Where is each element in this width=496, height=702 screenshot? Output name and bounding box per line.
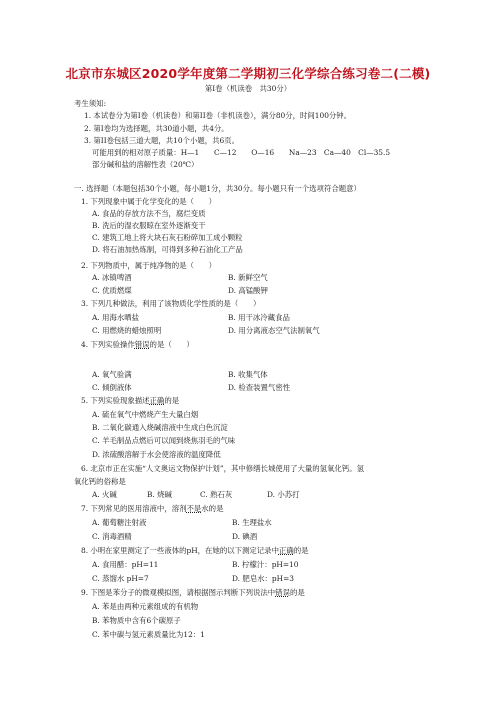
question-9-option-a: A. 苯是由两种元素组成的有机物 <box>92 602 199 611</box>
question-6-stem: 6. 北京市正在实施“人文奥运文物保护计划”，其中修缮长城使用了大量的氢氧化钙。氢 <box>81 464 365 473</box>
question-8-stem: 8. 小明在家里测定了一些液体的pH，在她的以下测定记录中正确的是 <box>81 546 309 555</box>
notice-item: 2. 第I卷均为选择题，共30道小题，共4分。 <box>84 124 229 133</box>
question-6-option-b: B. 烧碱 <box>147 490 172 499</box>
question-3-option-c: C. 用燃烧的蜡烛照明 <box>92 326 162 335</box>
question-1-stem: 1. 下列现象中属于化学变化的是（ ） <box>81 197 217 206</box>
question-4-option-c: C. 倾倒液体 <box>92 383 132 392</box>
section-subtitle: 第I卷（机读卷 共30分） <box>204 84 292 93</box>
question-2-option-d: D. 高锰酸钾 <box>228 286 268 295</box>
question-4-option-d: D. 检查装置气密性 <box>228 383 291 392</box>
question-9-stem: 9. 下图是苯分子的微观模拟图，请根据图示判断下列说法中错误的是 <box>81 588 305 597</box>
question-7-option-c: C. 消毒酒精 <box>92 532 132 541</box>
question-8-option-d: D. 肥皂水：pH=3 <box>232 574 294 583</box>
question-5-option-d: D. 浓硫酸溶解于水会使溶液的温度降低 <box>92 450 221 459</box>
question-8-option-a: A. 食用醋：pH=11 <box>92 560 159 569</box>
atomic-mass-line: 可能用到的相对原子质量：H—1 C—12 O—16 Na—23 Ca—40 Cl—35.5 <box>92 148 391 157</box>
question-7-option-a: A. 葡萄糖注射液 <box>92 518 147 527</box>
question-2-option-b: B. 新鲜空气 <box>228 273 268 282</box>
question-7-option-b: B. 生理盐水 <box>232 518 272 527</box>
question-1-option-d: D. 将石油加热炼制，可得到多种石油化工产品 <box>92 245 243 254</box>
question-7-stem: 7. 下列常见的医用溶液中，溶剂不是水的是 <box>81 504 224 513</box>
question-6-stem-continued: 氧化钙的俗称是 <box>74 477 126 486</box>
document-title: 北京市东城区2020学年度第二学期初三化学综合练习卷二(二模) <box>65 66 431 81</box>
question-3-option-d: D. 用分离液态空气法制氧气 <box>228 326 320 335</box>
question-3-stem: 3. 下列几种做法，利用了该物质化学性质的是（ ） <box>81 299 261 308</box>
question-4-option-a: A. 氧气验满 <box>92 370 132 379</box>
question-6-option-a: A. 火碱 <box>92 490 117 499</box>
question-3-option-a: A. 用海水晒盐 <box>92 313 139 322</box>
question-4-option-b: B. 收集气体 <box>228 370 268 379</box>
question-6-option-c: C. 熟石灰 <box>200 490 233 499</box>
question-2-stem: 2. 下列物质中，属于纯净物的是（ ） <box>81 261 217 270</box>
question-1-option-a: A. 食品的存放方法不当，腐烂变质 <box>92 209 206 218</box>
question-9-option-b: B. 苯物质中含有6个碳原子 <box>92 616 181 625</box>
question-5-stem: 5. 下列实验现象描述正确的是 <box>81 396 180 405</box>
question-5-option-b: B. 二氧化碳通入烧碱溶液中生成白色沉淀 <box>92 423 228 432</box>
question-7-option-d: D. 碘酒 <box>232 532 258 541</box>
question-5-option-c: C. 羊毛制品点燃后可以闻到烧焦羽毛的气味 <box>92 436 236 445</box>
question-5-option-a: A. 硫在氧气中燃烧产生大量白烟 <box>92 410 199 419</box>
notice-heading: 考生须知: <box>74 99 107 108</box>
question-1-option-c: C. 建筑工地上将大块石灰石粉碎加工成小颗粒 <box>92 233 243 242</box>
question-8-option-b: B. 柠檬汁：pH=10 <box>232 560 299 569</box>
question-2-option-a: A. 冰镇啤酒 <box>92 273 132 282</box>
notice-item: 3. 第II卷包括三道大题，共10个小题，共6页。 <box>84 136 239 145</box>
notice-item: 1. 本试卷分为第I卷（机读卷）和第II卷（非机读卷），满分80分，时间100分钟。 <box>84 111 352 120</box>
question-8-option-c: C. 蒸馏水 pH=7 <box>92 574 149 583</box>
question-9-option-c: C. 苯中碳与氢元素质量比为12：1 <box>92 630 205 639</box>
solubility-table-note: 部分碱和盐的溶解性表（20℃） <box>92 160 199 169</box>
question-3-option-b: B. 用干冰冷藏食品 <box>228 313 290 322</box>
question-1-option-b: B. 洗后的湿衣服晾在室外逐渐变干 <box>92 221 206 230</box>
question-6-option-d: D. 小苏打 <box>267 490 300 499</box>
section-heading: 一. 选择题（本题包括30个小题，每小题1分，共30分。每小题只有一个选项符合题意） <box>74 184 361 193</box>
question-4-stem: 4. 下列实验操作错误的是（ ） <box>81 340 194 349</box>
question-2-option-c: C. 优质燃煤 <box>92 286 132 295</box>
